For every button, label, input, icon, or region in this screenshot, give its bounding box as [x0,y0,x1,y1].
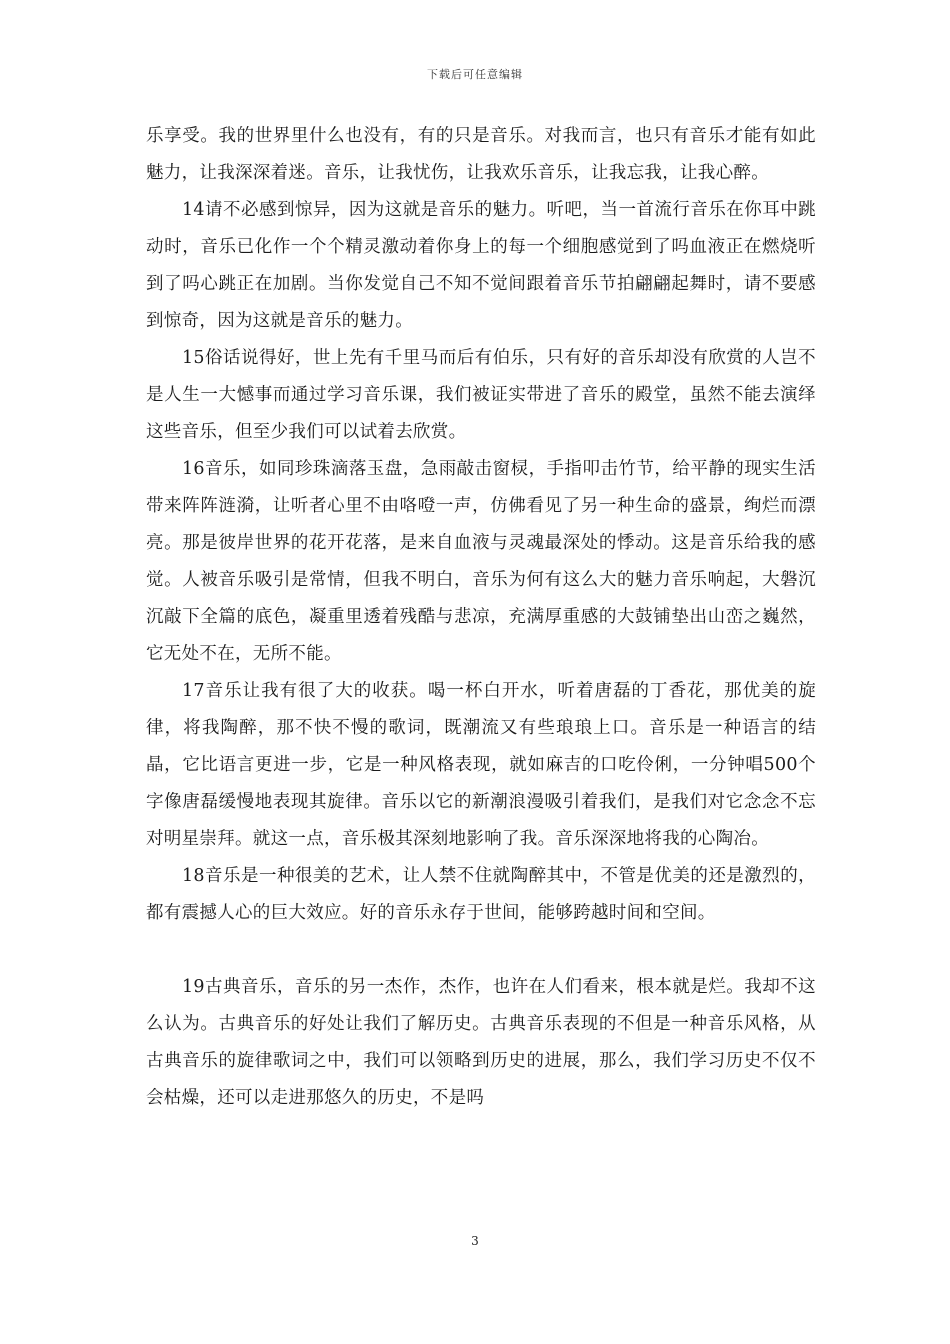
paragraph-17: 17音乐让我有很了大的收获。喝一杯白开水，听着唐磊的丁香花，那优美的旋律，将我陶醉，那不快不慢的歌词，既潮流又有些琅琅上口。音乐是一种语言的结晶，它比语言更进一步，它是一种风格表现，就如麻吉的口吃伶俐，一分钟唱500个字像唐磊缓慢地表现其旋律。音乐以它的新潮浪漫吸引着我们，是我们对它念念不忘对明星崇拜。就这一点，音乐极其深刻地影响了我。音乐深深地将我的心陶冶。 [146,681,816,849]
paragraph-18: 18音乐是一种很美的艺术，让人禁不住就陶醉其中，不管是优美的还是激烈的，都有震撼人心的巨大效应。好的音乐永存于世间，能够跨越时间和空间。 [146,866,816,923]
paragraph-spacer [146,932,816,969]
document-body [146,118,816,1117]
paragraph-continuation: 乐享受。我的世界里什么也没有，有的只是音乐。对我而言，也只有音乐才能有如此魅力，让我深深着迷。音乐，让我忧伤，让我欢乐音乐，让我忘我，让我心醉。 [146,126,816,183]
page-header: 下载后可任意编辑 [427,68,523,81]
paragraph-16: 16音乐，如同珍珠滴落玉盘，急雨敲击窗棂，手指叩击竹节，给平静的现实生活带来阵阵涟漪，让听者心里不由咯噔一声，仿佛看见了另一种生命的盛景，绚烂而漂亮。那是彼岸世界的花开花落，是来自血液与灵魂最深处的悸动。这是音乐给我的感觉。人被音乐吸引是常情，但我不明白，音乐为何有这么大的魅力音乐响起，大磐沉沉敲下全篇的底色，凝重里透着残酷与悲凉，充满厚重感的大鼓铺垫出山峦之巍然，它无处不在，无所不能。 [146,459,816,664]
paragraph-19: 19古典音乐，音乐的另一杰作，杰作，也许在人们看来，根本就是烂。我却不这么认为。古典音乐的好处让我们了解历史。古典音乐表现的不但是一种音乐风格，从古典音乐的旋律歌词之中，我们可以领略到历史的进展，那么，我们学习历史不仅不会枯燥，还可以走进那悠久的历史，不是吗 [146,977,816,1108]
paragraph-14: 14请不必感到惊异，因为这就是音乐的魅力。听吧，当一首流行音乐在你耳中跳动时，音乐已化作一个个精灵激动着你身上的每一个细胞感觉到了吗血液正在燃烧听到了吗心跳正在加剧。当你发觉自己不知不觉间跟着音乐节拍翩翩起舞时，请不要感到惊奇，因为这就是音乐的魅力。 [146,200,816,331]
paragraph-15: 15俗话说得好，世上先有千里马而后有伯乐，只有好的音乐却没有欣赏的人岂不是人生一大憾事而通过学习音乐课，我们被证实带进了音乐的殿堂，虽然不能去演绎这些音乐，但至少我们可以试着去欣赏。 [146,348,816,442]
page-number: 3 [471,1234,479,1248]
